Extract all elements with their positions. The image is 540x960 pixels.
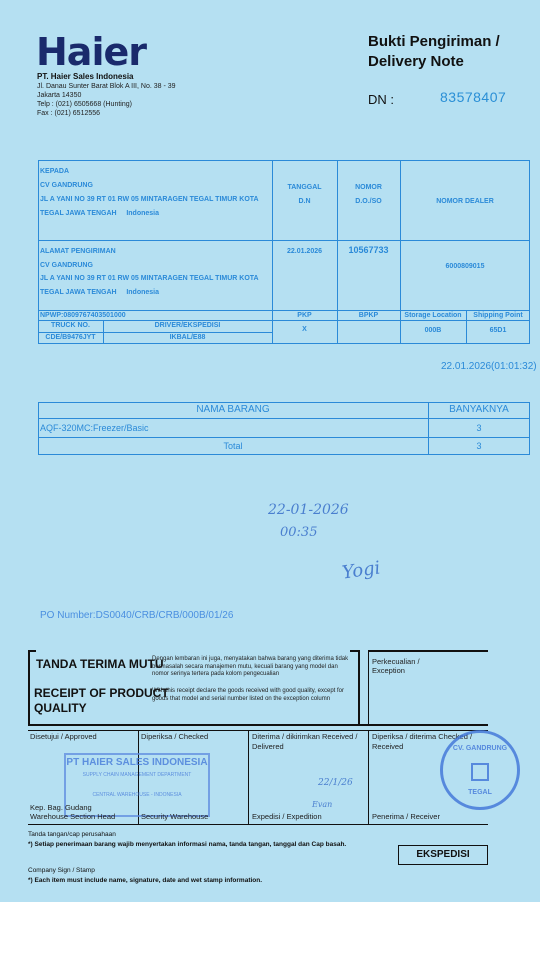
pkp-value: X bbox=[302, 326, 307, 333]
company-name: PT. Haier Sales Indonesia bbox=[37, 72, 134, 81]
po-number: PO Number:DS0040/CRB/CRB/000B/01/26 bbox=[40, 610, 234, 621]
dealer-stamp-emblem bbox=[471, 763, 489, 781]
dealer-label: NOMOR DEALER bbox=[436, 198, 494, 205]
document-title-line2: Delivery Note bbox=[368, 53, 464, 70]
receipt-text-id: Dengan lembaran ini juga, menyatakan bahwa barang yang diterima tidak bermasalah secara manajemen mutu, kecuali barang yang model dan nomor serinya tertera pada kolom pengecualian bbox=[152, 656, 349, 677]
sig-receiver: Penerima / Receiver bbox=[372, 812, 440, 821]
receipt-title-en-line1: RECEIPT OF PRODUCT bbox=[34, 686, 169, 700]
order-number: 10567733 bbox=[348, 245, 389, 255]
receipt-text-en: With this receipt declare the goods received with good quality, except for goods that model and serial number listed on the exception column bbox=[152, 688, 344, 702]
sig-divider bbox=[28, 824, 488, 825]
tanggal-sub: D.N bbox=[298, 198, 311, 205]
sig-approved: Disetujui / Approved bbox=[30, 732, 97, 741]
handwritten-time: 00:35 bbox=[280, 525, 318, 540]
driver-value: IKBAL/E88 bbox=[169, 334, 206, 341]
receipt-title-en-line2: QUALITY bbox=[34, 701, 87, 715]
receipt-title-en bbox=[34, 686, 169, 716]
haier-logo: Haier bbox=[36, 30, 146, 74]
document-title bbox=[368, 32, 500, 72]
table-divider bbox=[38, 418, 530, 419]
nomor-sub: D.O./SO bbox=[355, 198, 382, 205]
dealer-number: 6000809015 bbox=[445, 263, 485, 270]
company-address-line: Jl. Danau Sunter Barat Blok A III, No. 38 - 39 bbox=[37, 83, 176, 90]
sig-divider bbox=[28, 730, 488, 731]
sig-warehouse-head-line1: Kep. Bag. Gudang bbox=[30, 803, 92, 812]
sig-checked-received: Diperiksa / diterima Checked / Received bbox=[372, 732, 473, 751]
alamat-label: ALAMAT PENGIRIMAN bbox=[40, 248, 116, 255]
sig-expedition: Expedisi / Expedition bbox=[252, 812, 322, 821]
exception-label: Perkecualian / Exception bbox=[372, 657, 420, 675]
shipping-point-value: 65D1 bbox=[489, 327, 507, 334]
company-phone: Telp : (021) 6505668 (Hunting) bbox=[37, 101, 132, 108]
npwp: NPWP:0809767403501000 bbox=[40, 312, 126, 319]
shipping-date: 22.01.2026 bbox=[286, 248, 323, 255]
truck-label: TRUCK NO. bbox=[51, 322, 90, 329]
driver-label: DRIVER/EKSPEDISI bbox=[154, 322, 221, 329]
receiver-date: 22/1/26 bbox=[318, 778, 353, 788]
handwritten-date: 22-01-2026 bbox=[268, 502, 349, 518]
dealer-stamp-bottom: TEGAL bbox=[468, 789, 492, 796]
sig-divider bbox=[368, 730, 369, 824]
shipping-name: CV GANDRUNG bbox=[40, 262, 93, 269]
table-divider bbox=[38, 437, 530, 438]
sig-security: Security Warehouse bbox=[141, 812, 209, 821]
truck-value: CDE/B9476JYT bbox=[45, 334, 96, 341]
item-name: AQF-320MC:Freezer/Basic bbox=[40, 423, 149, 433]
note-line3: Company Sign / Stamp bbox=[28, 867, 95, 874]
storage-value: 000B bbox=[424, 327, 442, 334]
col-header-name: NAMA BARANG bbox=[196, 404, 270, 415]
total-qty: 3 bbox=[476, 441, 482, 451]
document-title-line1: Bukti Pengiriman / bbox=[368, 33, 500, 50]
grid-divider bbox=[38, 240, 530, 241]
receipt-title-id: TANDA TERIMA MUTU bbox=[36, 657, 164, 671]
consignee-address-line2: TEGAL JAWA TENGAH Indonesia bbox=[40, 210, 160, 217]
col-header-qty: BANYAKNYA bbox=[449, 404, 509, 415]
note-line4: *) Each item must include name, signature, date and wet stamp information. bbox=[28, 877, 263, 884]
sig-warehouse-head-line2: Warehouse Section Head bbox=[30, 812, 116, 821]
bpkp-label: BPKP bbox=[358, 312, 379, 319]
nomor-label: NOMOR bbox=[355, 184, 382, 191]
pkp-label: PKP bbox=[297, 312, 312, 319]
storage-label: Storage Location bbox=[404, 312, 462, 319]
handwritten-signature: Yogi bbox=[340, 557, 382, 584]
sig-checked: Diperiksa / Checked bbox=[141, 732, 209, 741]
company-address-line: Jakarta 14350 bbox=[37, 92, 82, 99]
kepada-label: KEPADA bbox=[40, 168, 70, 175]
shipping-address-line1: JL A YANI NO 39 RT 01 RW 05 MINTARAGEN TEGAL TIMUR KOTA bbox=[40, 275, 259, 282]
total-label: Total bbox=[223, 441, 243, 451]
sig-received-delivered: Diterima / dikirimkan Received / Delivered bbox=[252, 732, 358, 751]
consignee-address-line1: JL A YANI NO 39 RT 01 RW 05 MINTARAGEN TEGAL TIMUR KOTA bbox=[40, 196, 259, 203]
company-stamp-line1: PT HAIER SALES INDONESIA bbox=[66, 757, 208, 768]
company-stamp-line3: CENTRAL WAREHOUSE - INDONESIA bbox=[92, 792, 182, 798]
sig-divider bbox=[248, 730, 249, 824]
copy-label: EKSPEDISI bbox=[398, 845, 488, 865]
note-line2: *) Setiap penerimaan barang wajib menyertakan informasi nama, tanda tangan, tanggal dan Cap basah. bbox=[28, 841, 347, 848]
shipping-address-line2: TEGAL JAWA TENGAH Indonesia bbox=[40, 289, 160, 296]
dn-label: DN : bbox=[368, 92, 394, 107]
shipping-point-label: Shipping Point bbox=[473, 312, 523, 319]
receiver-name: Evan bbox=[312, 800, 333, 809]
item-qty: 3 bbox=[476, 423, 482, 433]
note-line1: Tanda tangan/cap perusahaan bbox=[28, 831, 116, 838]
consignee-name: CV GANDRUNG bbox=[40, 182, 93, 189]
company-stamp-line2: SUPPLY CHAIN MANAGEMENT DEPARTMENT bbox=[82, 772, 192, 778]
print-timestamp: 22.01.2026(01:01:32) bbox=[441, 361, 537, 372]
company-fax: Fax : (021) 6512556 bbox=[37, 110, 101, 117]
tanggal-label: TANGGAL bbox=[287, 184, 322, 191]
dn-number: 83578407 bbox=[440, 89, 507, 105]
dealer-stamp-top: CV. GANDRUNG bbox=[452, 745, 508, 752]
dealer-stamp bbox=[440, 730, 520, 810]
